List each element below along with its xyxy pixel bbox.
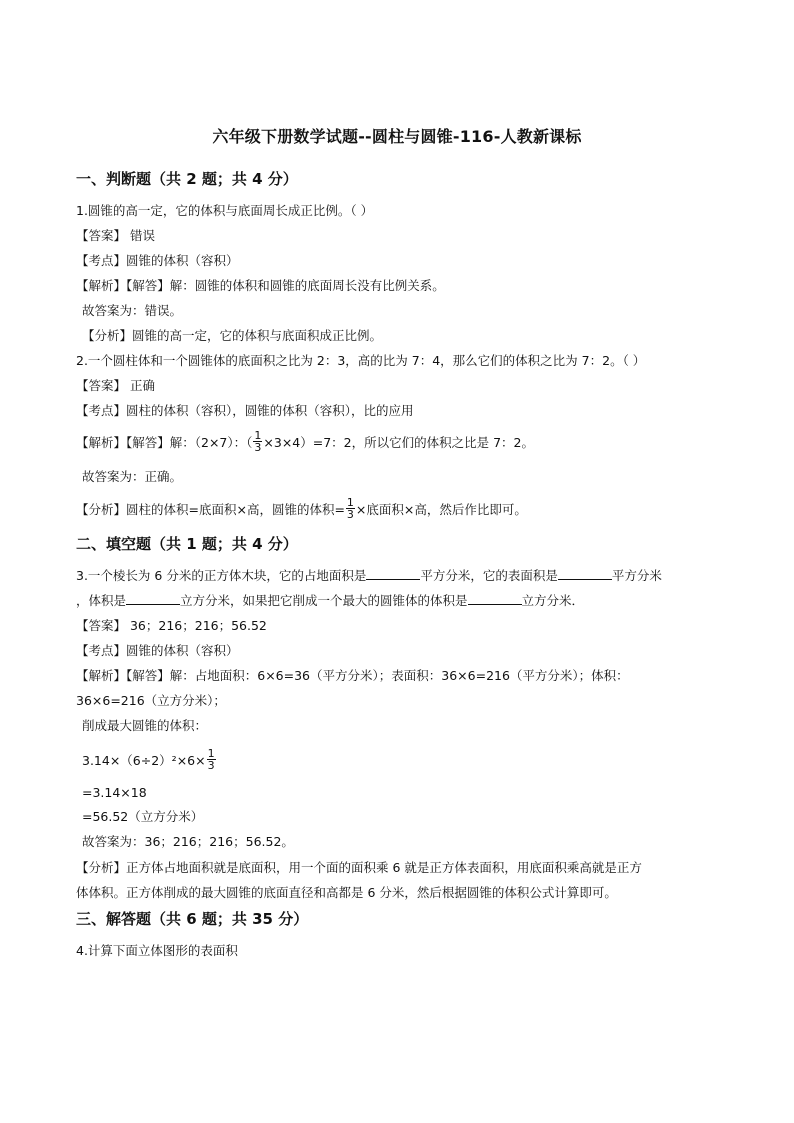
answer-blank bbox=[366, 567, 420, 580]
q2-answer: 【答案】 正确 bbox=[76, 378, 155, 393]
page-title: 六年级下册数学试题--圆柱与圆锥-116-人教新课标 bbox=[212, 127, 582, 146]
q1-result: 故答案为：错误。 bbox=[82, 303, 183, 318]
q2-point: 【考点】圆柱的体积（容积），圆锥的体积（容积），比的应用 bbox=[76, 403, 414, 418]
q3-analysis-3: 削成最大圆锥的体积： bbox=[82, 718, 208, 733]
q3-result: 故答案为：36；216；216；56.52。 bbox=[82, 834, 294, 849]
q2-result: 故答案为：正确。 bbox=[82, 469, 183, 484]
fraction-one-third: $\frac{1}{3}$ bbox=[346, 496, 354, 521]
answer-blank bbox=[468, 592, 522, 605]
q1-point: 【考点】圆锥的体积（容积） bbox=[76, 253, 239, 268]
answer-blank bbox=[126, 592, 180, 605]
q1-question: 1.圆锥的高一定，它的体积与底面周长成正比例。（ ） bbox=[76, 203, 374, 218]
q3-question-line2: ，体积是 立方分米，如果把它削成一个最大的圆锥体的体积是 立方分米． bbox=[76, 593, 585, 608]
fraction-one-third: $\frac{1}{3}$ bbox=[207, 747, 215, 772]
q2-analysis-text-a: 【解析】【解答】解：（2×7）：（ bbox=[76, 435, 253, 450]
q2-analysis-text-b: ×3×4）=7：2，所以它们的体积之比是 7：2。 bbox=[263, 435, 535, 450]
q3-fenxi-2: 体体积。正方体削成的最大圆锥的底面直径和高都是 6 分米，然后根据圆锥的体积公式计算即可。 bbox=[76, 885, 617, 900]
q1-fenxi: 【分析】圆锥的高一定，它的体积与底面积成正比例。 bbox=[82, 328, 383, 343]
q2-fenxi-text-a: 【分析】圆柱的体积=底面积×高，圆锥的体积= bbox=[76, 502, 345, 517]
q3-fenxi-1: 【分析】正方体占地面积就是底面积，用一个面的面积乘 6 就是正方体表面积，用底面积乘高就是正方 bbox=[76, 860, 642, 875]
q3-calc-3: =56.52（立方分米） bbox=[82, 809, 204, 824]
q3-calc-1: 3.14×（6÷2）²×6× $\frac{1}{3}$ bbox=[82, 747, 215, 772]
q3-question-line1: 3.一个棱长为 6 分米的正方体木块，它的占地面积是 平方分米，它的表面积是 平方分米 bbox=[76, 568, 662, 583]
answer-blank bbox=[558, 567, 612, 580]
q3-analysis-1: 【解析】【解答】解：占地面积：6×6=36（平方分米）；表面积：36×6=216（平方分米）；体积： bbox=[76, 668, 629, 683]
q4-question: 4.计算下面立体图形的表面积 bbox=[76, 943, 238, 958]
section-heading-judgment: 一、判断题（共 2 题；共 4 分） bbox=[76, 170, 298, 188]
q3-point: 【考点】圆锥的体积（容积） bbox=[76, 643, 239, 658]
fraction-one-third: $\frac{1}{3}$ bbox=[254, 429, 262, 454]
q2-fenxi bbox=[76, 496, 527, 522]
q3-analysis-2: 36×6=216（立方分米）； bbox=[76, 693, 226, 708]
q2-analysis bbox=[76, 429, 535, 455]
section-heading-solve: 三、解答题（共 6 题；共 35 分） bbox=[76, 910, 309, 928]
q2-question: 2.一个圆柱体和一个圆锥体的底面积之比为 2：3，高的比为 7：4，那么它们的体积之比为 7：2。（ ） bbox=[76, 353, 646, 368]
q1-analysis: 【解析】【解答】解：圆锥的体积和圆锥的底面周长没有比例关系。 bbox=[76, 278, 445, 293]
q3-answer: 【答案】 36；216；216；56.52 bbox=[76, 618, 267, 633]
section-heading-fill-blank: 二、填空题（共 1 题；共 4 分） bbox=[76, 535, 298, 553]
q2-fenxi-text-b: ×底面积×高，然后作比即可。 bbox=[355, 502, 527, 517]
q1-answer: 【答案】 错误 bbox=[76, 228, 155, 243]
q3-calc-2: =3.14×18 bbox=[82, 785, 147, 800]
